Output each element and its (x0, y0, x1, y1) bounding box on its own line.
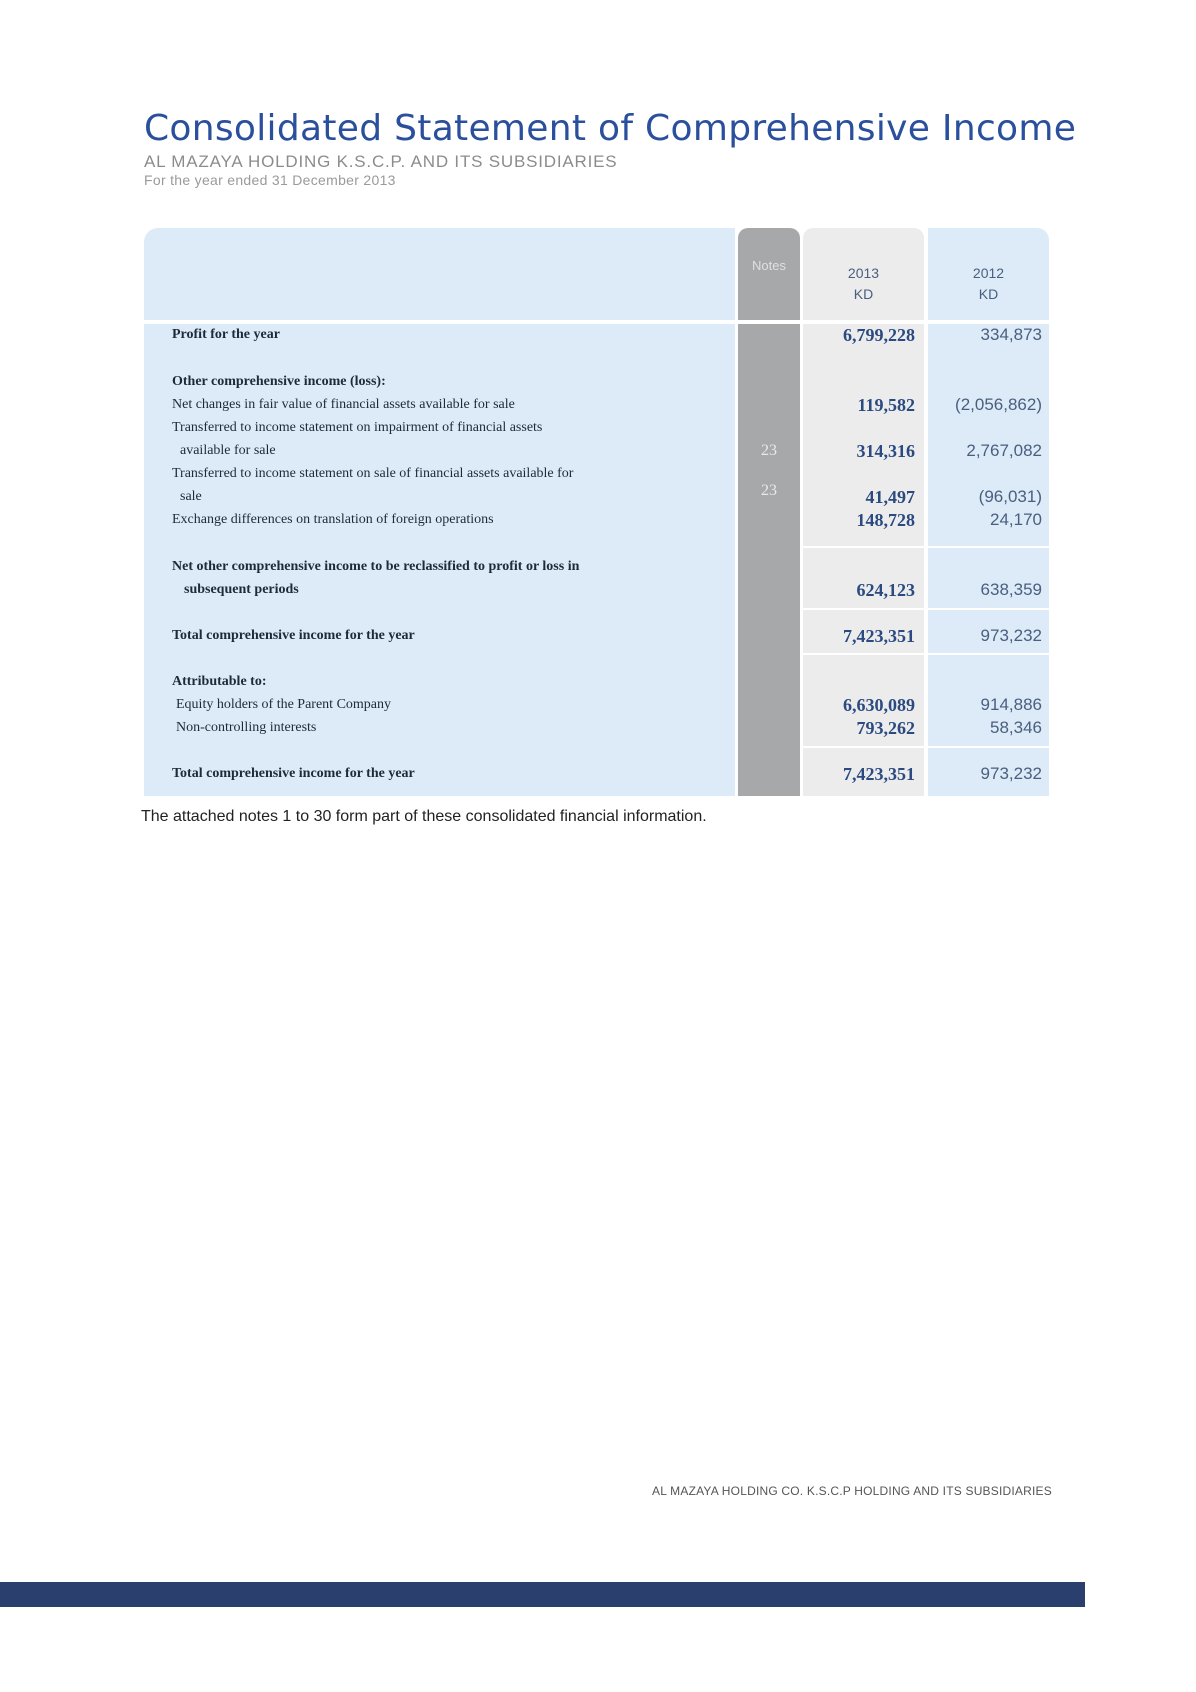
table-row-attributable-heading (0, 671, 1196, 693)
row-value-2013: 6,630,089 (843, 695, 915, 715)
table-row-equity-holders (0, 694, 1196, 716)
section-divider (803, 653, 924, 655)
footer-company-name: AL MAZAYA HOLDING CO. K.S.C.P HOLDING AND ITS SUBSIDIARIES (652, 1484, 1052, 1498)
row-value-2013: 148,728 (856, 510, 915, 530)
row-label: Attributable to: (172, 674, 267, 689)
table-row-impairment (0, 440, 1196, 462)
table-row-exchange (0, 509, 1196, 531)
row-label: Net other comprehensive income to be reclassified to profit or loss in (172, 559, 580, 574)
row-value-2013: 793,262 (856, 718, 915, 738)
row-value-2012: 2,767,082 (966, 441, 1042, 460)
reporting-period: For the year ended 31 December 2013 (144, 172, 396, 188)
row-value-2012: 914,886 (980, 695, 1042, 714)
row-value-2013: 314,316 (856, 441, 915, 461)
year-2013-column-header (803, 263, 924, 305)
row-note: 23 (761, 442, 777, 459)
row-value-2013: 119,582 (857, 395, 915, 415)
row-label: Profit for the year (172, 327, 280, 342)
row-value-2013: 6,799,228 (843, 325, 915, 345)
row-label: Total comprehensive income for the year (172, 628, 415, 643)
row-value-2013: 7,423,351 (843, 764, 915, 784)
row-value-2012: (2,056,862) (955, 395, 1042, 414)
section-divider (928, 608, 1049, 610)
row-value-2012: 973,232 (980, 626, 1042, 645)
table-row-profit (0, 324, 1196, 346)
row-value-2012: (96,031) (978, 487, 1042, 506)
section-divider (928, 653, 1049, 655)
table-row-net-oci (0, 579, 1196, 601)
row-label: Net changes in fair value of financial assets available for sale (172, 397, 515, 412)
table-row-oci-heading (0, 371, 1196, 393)
section-divider (803, 746, 924, 748)
table-row-non-controlling (0, 717, 1196, 739)
year-2012-label: 2012 (972, 265, 1005, 281)
section-divider (803, 546, 924, 548)
row-label: sale (180, 489, 202, 504)
notes-column-header: Notes (752, 258, 786, 273)
row-label: subsequent periods (184, 582, 299, 597)
footnote: The attached notes 1 to 30 form part of these consolidated financial information. (141, 808, 707, 825)
year-2012-unit: KD (978, 286, 999, 302)
table-row-sale-line1 (0, 463, 1196, 485)
table-row-fair-value (0, 394, 1196, 416)
row-label: Transferred to income statement on sale of financial assets available for (172, 466, 574, 481)
row-value-2012: 24,170 (990, 510, 1042, 529)
footer-bar (0, 1582, 1085, 1607)
row-value-2012: 973,232 (980, 764, 1042, 783)
row-label: Exchange differences on translation of foreign operations (172, 512, 494, 527)
table-row-impairment-line1 (0, 417, 1196, 439)
table-row-total-ci (0, 625, 1196, 647)
row-value-2013: 41,497 (865, 487, 915, 507)
section-divider (928, 746, 1049, 748)
row-note: 23 (761, 482, 777, 499)
table-row-sale (0, 482, 1196, 508)
year-2013-unit: KD (853, 286, 874, 302)
row-value-2012: 58,346 (990, 718, 1042, 737)
row-label: Non-controlling interests (176, 720, 317, 735)
year-2012-column-header (928, 263, 1049, 305)
row-label: Total comprehensive income for the year (172, 766, 415, 781)
row-label: available for sale (180, 443, 276, 458)
table-row-net-oci-line1 (0, 556, 1196, 578)
row-value-2013: 624,123 (856, 580, 915, 600)
row-label: Other comprehensive income (loss): (172, 374, 386, 389)
section-divider (928, 546, 1049, 548)
section-divider (803, 608, 924, 610)
row-value-2012: 334,873 (980, 325, 1042, 344)
page-title: Consolidated Statement of Comprehensive Income (144, 108, 1077, 149)
year-2013-label: 2013 (847, 265, 880, 281)
row-value-2013: 7,423,351 (843, 626, 915, 646)
table-row-total-ci-final (0, 763, 1196, 785)
row-label: Equity holders of the Parent Company (176, 697, 392, 712)
company-name: AL MAZAYA HOLDING K.S.C.P. AND ITS SUBSIDIARIES (144, 152, 618, 171)
row-label: Transferred to income statement on impairment of financial assets (172, 420, 543, 435)
row-value-2012: 638,359 (980, 580, 1042, 599)
